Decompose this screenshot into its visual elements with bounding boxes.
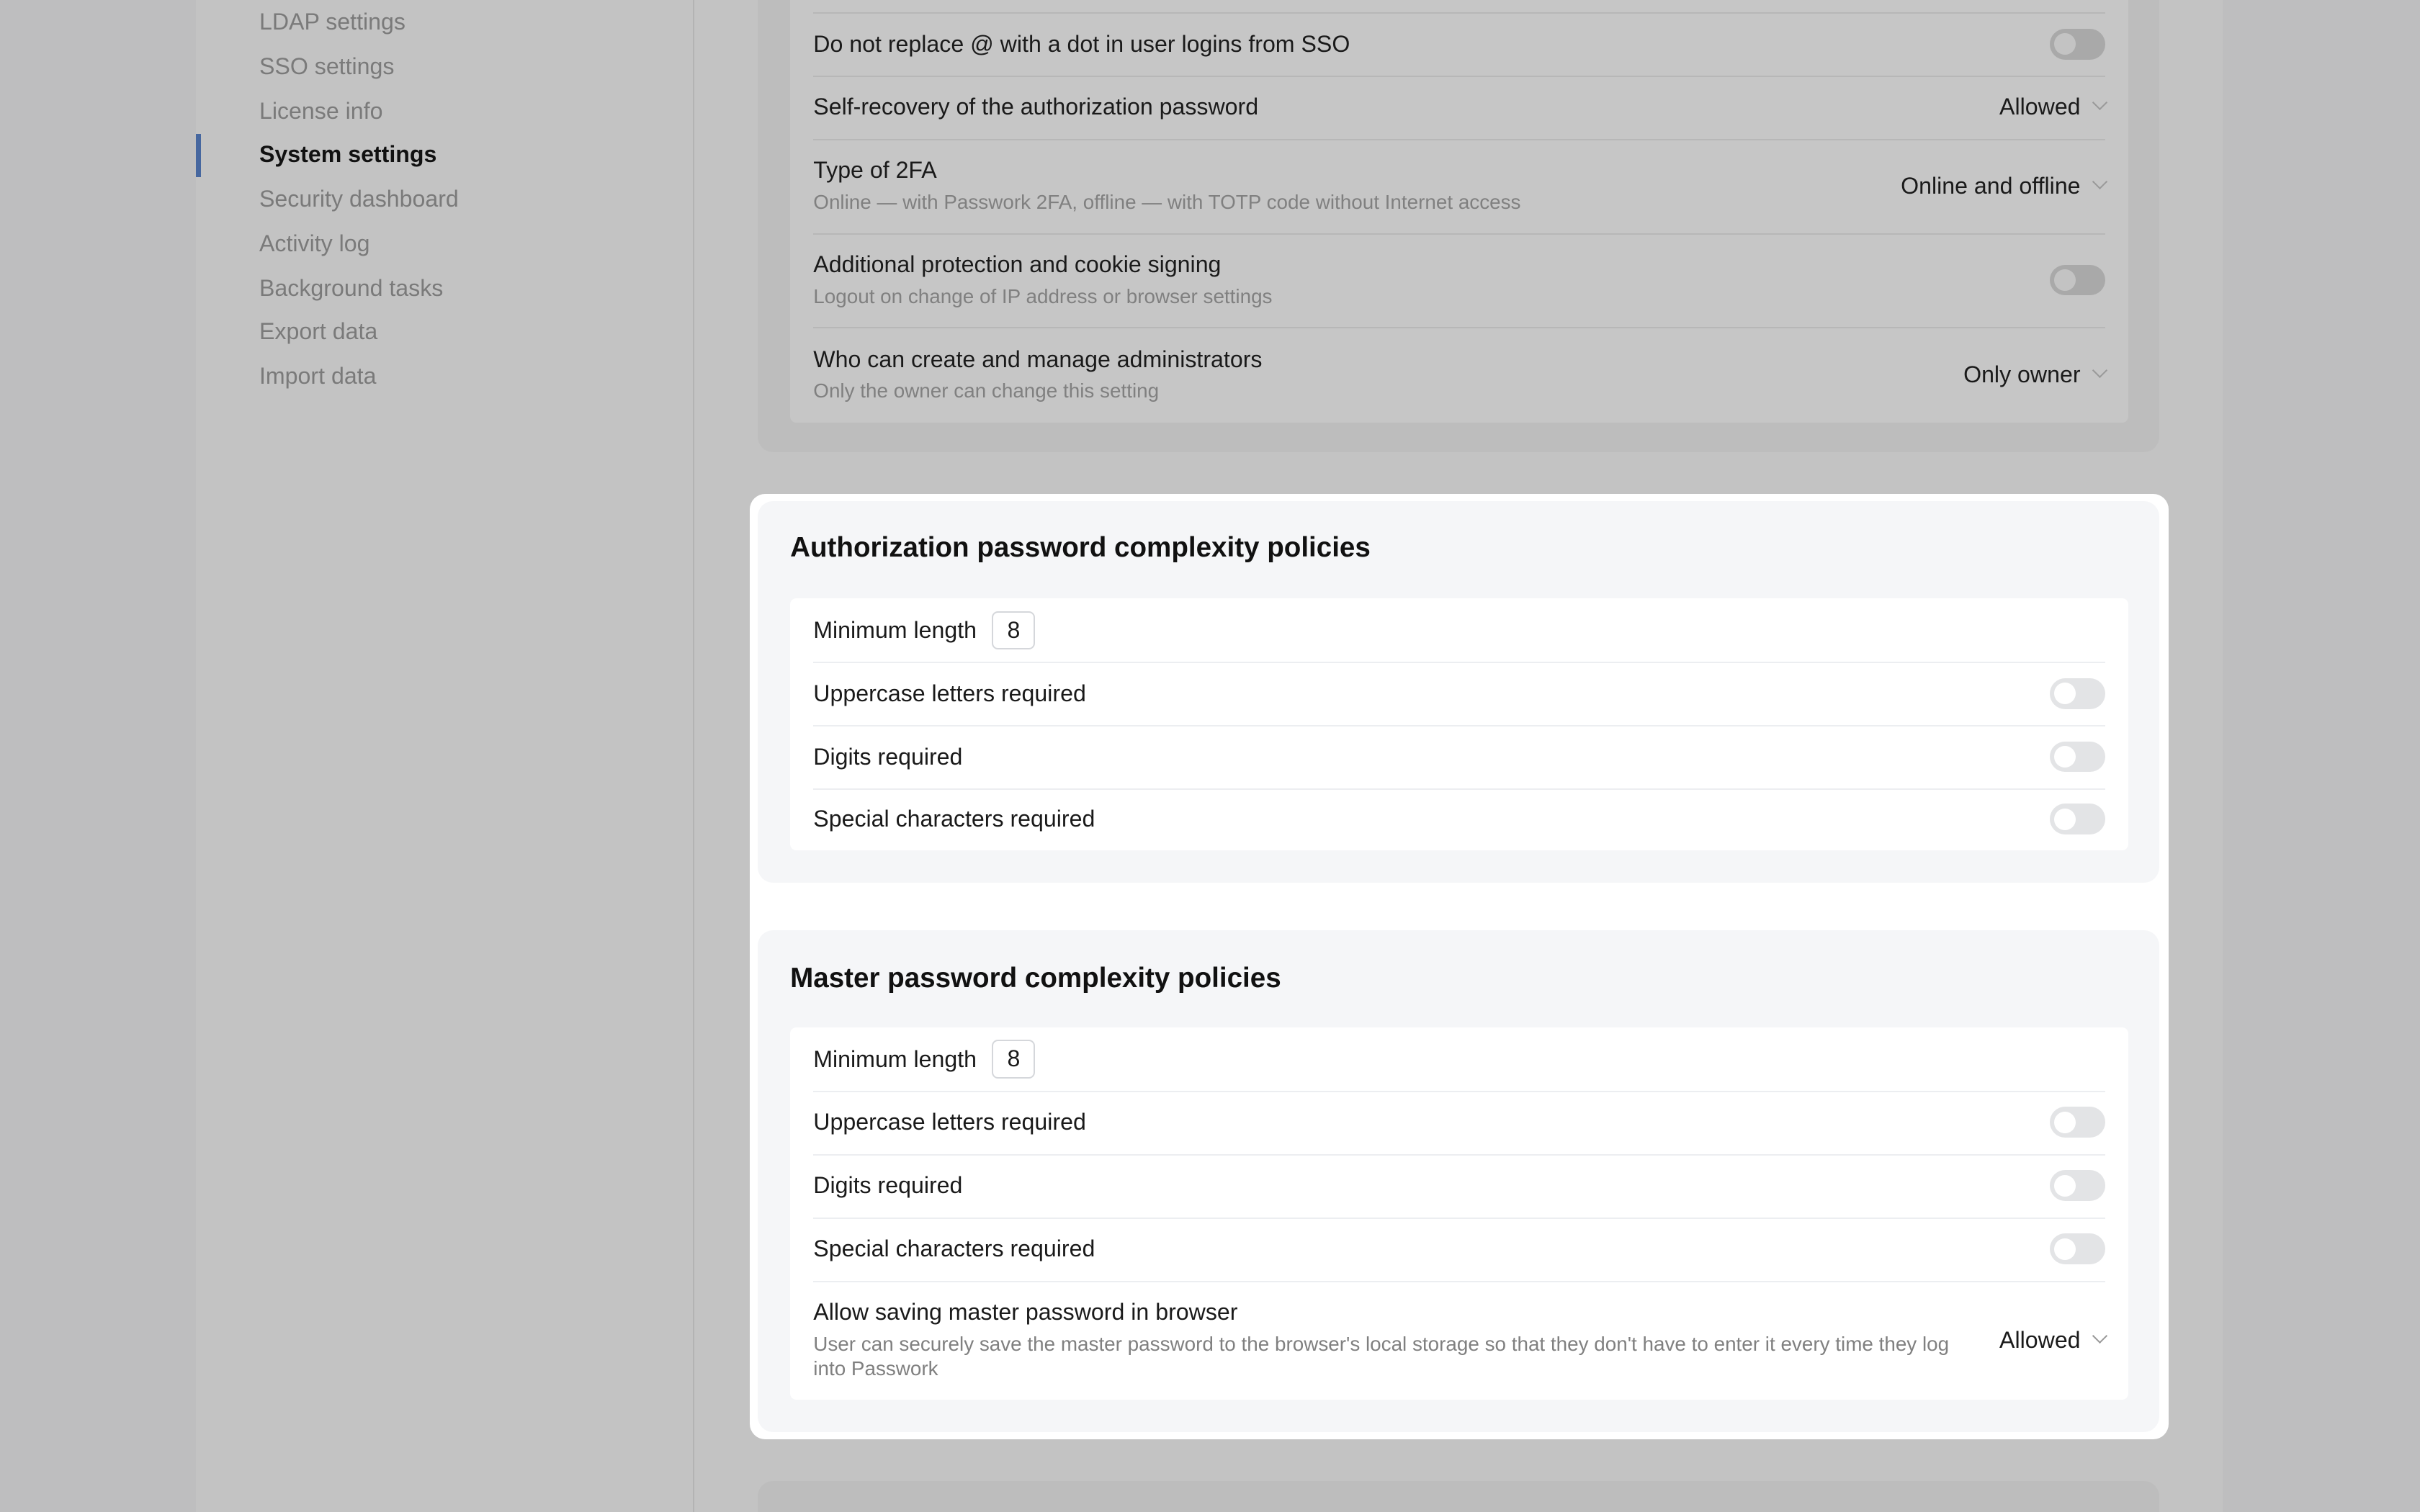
setting-label: Type of 2FA: [813, 157, 937, 184]
setting-row-admin-management: [790, 327, 2128, 423]
select-value: Allowed: [1999, 1326, 2081, 1353]
section-title: Master password complexity policies: [790, 963, 1281, 994]
self-recovery-select[interactable]: [1999, 94, 2105, 120]
setting-row-2fa-type: [790, 139, 2128, 233]
sidebar-item-background-tasks[interactable]: Background tasks: [259, 275, 444, 302]
master-password-policy-card: [758, 930, 2159, 1431]
setting-row-sso-dot: [790, 12, 2128, 76]
auth-special-toggle[interactable]: [2050, 804, 2105, 834]
auth-uppercase-toggle[interactable]: [2050, 678, 2105, 709]
setting-description: Only the owner can change this setting: [813, 379, 1160, 402]
master-policy-list: [790, 1027, 2128, 1399]
setting-description: Logout on change of IP address or browser settings: [813, 284, 1273, 307]
setting-label: Digits required: [813, 743, 963, 770]
cookie-signing-toggle[interactable]: [2050, 265, 2105, 296]
setting-description: User can securely save the master password to the browser's local storage so that they don't have to enter it every time they log into Passwork: [813, 1332, 1950, 1380]
chevron-down-icon: [2092, 95, 2107, 110]
sso-dot-toggle[interactable]: [2050, 29, 2105, 60]
setting-label: Minimum length: [813, 616, 977, 643]
setting-label: Who can create and manage administrators: [813, 346, 1263, 372]
setting-label: Do not replace @ with a dot in user logins from SSO: [813, 30, 1350, 57]
master-uppercase-toggle[interactable]: [2050, 1107, 2105, 1138]
master-uppercase-row: [790, 1091, 2128, 1154]
auth-min-length-row: [790, 598, 2128, 662]
active-indicator: [196, 134, 200, 177]
sidebar-item-export-data[interactable]: Export data: [259, 318, 378, 345]
master-digits-row: [790, 1154, 2128, 1218]
chevron-down-icon: [2092, 1328, 2107, 1343]
section-title: Authorization password complexity policies: [790, 532, 1371, 564]
auth-special-row: [790, 788, 2128, 850]
sidebar-item-system-settings[interactable]: System settings: [259, 140, 437, 167]
next-settings-card: [758, 1481, 2159, 1512]
auth-uppercase-row: [790, 662, 2128, 725]
sidebar-item-license-info[interactable]: License info: [259, 97, 383, 124]
sidebar-item-ldap-settings[interactable]: LDAP settings: [259, 8, 405, 35]
2fa-type-select[interactable]: [1901, 173, 2105, 199]
master-special-row: [790, 1218, 2128, 1281]
auth-password-policy-card: [758, 501, 2159, 882]
setting-label: Self-recovery of the authorization password: [813, 94, 1259, 120]
master-special-toggle[interactable]: [2050, 1233, 2105, 1264]
sidebar-item-sso-settings[interactable]: SSO settings: [259, 53, 395, 79]
setting-label: Special characters required: [813, 806, 1095, 832]
auth-digits-row: [790, 725, 2128, 788]
auth-policy-list: [790, 598, 2128, 850]
sidebar-item-import-data[interactable]: Import data: [259, 363, 377, 390]
select-value: Only owner: [1963, 361, 2081, 388]
setting-label: Special characters required: [813, 1236, 1095, 1262]
sidebar-item-activity-log[interactable]: Activity log: [259, 230, 370, 257]
select-value: Allowed: [1999, 94, 2081, 120]
setting-label: Uppercase letters required: [813, 1109, 1086, 1135]
chevron-down-icon: [2092, 174, 2107, 189]
setting-label: Digits required: [813, 1172, 963, 1199]
save-in-browser-select[interactable]: [1999, 1327, 2105, 1354]
sidebar-item-security-dashboard[interactable]: Security dashboard: [259, 185, 459, 212]
save-in-browser-row: [790, 1281, 2128, 1400]
auth-min-length-input[interactable]: 8: [992, 611, 1035, 650]
admin-management-select[interactable]: [1963, 361, 2105, 388]
setting-label: Uppercase letters required: [813, 680, 1086, 706]
setting-label: Minimum length: [813, 1045, 977, 1072]
setting-description: Online — with Passwork 2FA, offline — with TOTP code without Internet access: [813, 190, 1521, 213]
setting-row-cookie-signing: [790, 233, 2128, 328]
general-settings-list: [790, 0, 2128, 423]
general-settings-card: [758, 0, 2159, 452]
sidebar: [196, 0, 694, 1512]
setting-label: Allow saving master password in browser: [813, 1299, 1238, 1325]
setting-label: Additional protection and cookie signing: [813, 251, 1222, 277]
master-digits-toggle[interactable]: [2050, 1170, 2105, 1201]
select-value: Online and offline: [1901, 172, 2081, 199]
master-min-length-input[interactable]: 8: [992, 1040, 1035, 1079]
setting-row-self-recovery: [790, 76, 2128, 139]
auth-digits-toggle[interactable]: [2050, 742, 2105, 773]
master-min-length-row: [790, 1027, 2128, 1091]
chevron-down-icon: [2092, 363, 2107, 378]
